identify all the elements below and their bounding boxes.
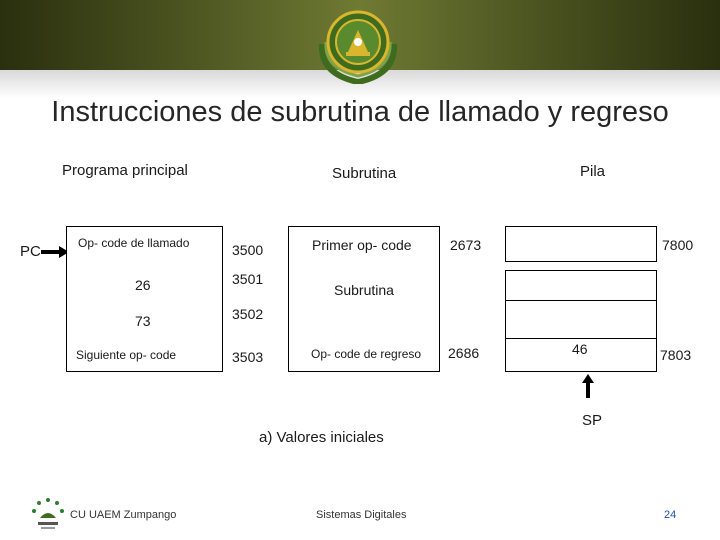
footer-institution: CU UAEM Zumpango bbox=[70, 509, 177, 521]
sub-cell-body: Subrutina bbox=[334, 282, 394, 298]
stack-address-7803: 7803 bbox=[660, 347, 692, 363]
main-cell-address-low: 26 bbox=[135, 277, 151, 293]
stack-cell-1 bbox=[505, 270, 657, 302]
stack-value-46: 46 bbox=[572, 341, 588, 357]
figure-caption: a) Valores iniciales bbox=[259, 429, 384, 446]
stack-address-7800: 7800 bbox=[662, 237, 694, 253]
main-cell-next-opcode: Siguiente op- code bbox=[76, 348, 177, 362]
sub-cell-first-opcode: Primer op- code bbox=[312, 237, 412, 253]
sub-address-2686: 2686 bbox=[448, 345, 480, 361]
university-emblem-icon bbox=[312, 4, 404, 84]
slide-title: Instrucciones de subrutina de llamado y regreso bbox=[51, 96, 669, 128]
footer-page-number: 24 bbox=[664, 509, 677, 521]
stack-cell-2 bbox=[505, 300, 657, 340]
stack-cell-0 bbox=[505, 226, 657, 262]
main-cell-call-opcode: Op- code de llamado bbox=[78, 236, 190, 250]
sp-label: SP bbox=[582, 412, 603, 429]
header-subroutine: Subrutina bbox=[332, 165, 397, 182]
footer-course: Sistemas Digitales bbox=[316, 509, 407, 521]
main-address-3501: 3501 bbox=[232, 271, 264, 287]
university-logo-icon bbox=[30, 496, 66, 532]
main-address-3502: 3502 bbox=[232, 306, 264, 322]
sub-address-2673: 2673 bbox=[450, 237, 482, 253]
pc-label: PC bbox=[20, 243, 41, 260]
main-address-3503: 3503 bbox=[232, 349, 264, 365]
sub-cell-return-opcode: Op- code de regreso bbox=[311, 347, 422, 361]
main-address-3500: 3500 bbox=[232, 242, 264, 258]
sp-arrow-icon bbox=[581, 374, 595, 398]
header-main-program: Programa principal bbox=[62, 162, 188, 179]
main-cell-address-high: 73 bbox=[135, 313, 151, 329]
header-stack: Pila bbox=[580, 163, 606, 180]
